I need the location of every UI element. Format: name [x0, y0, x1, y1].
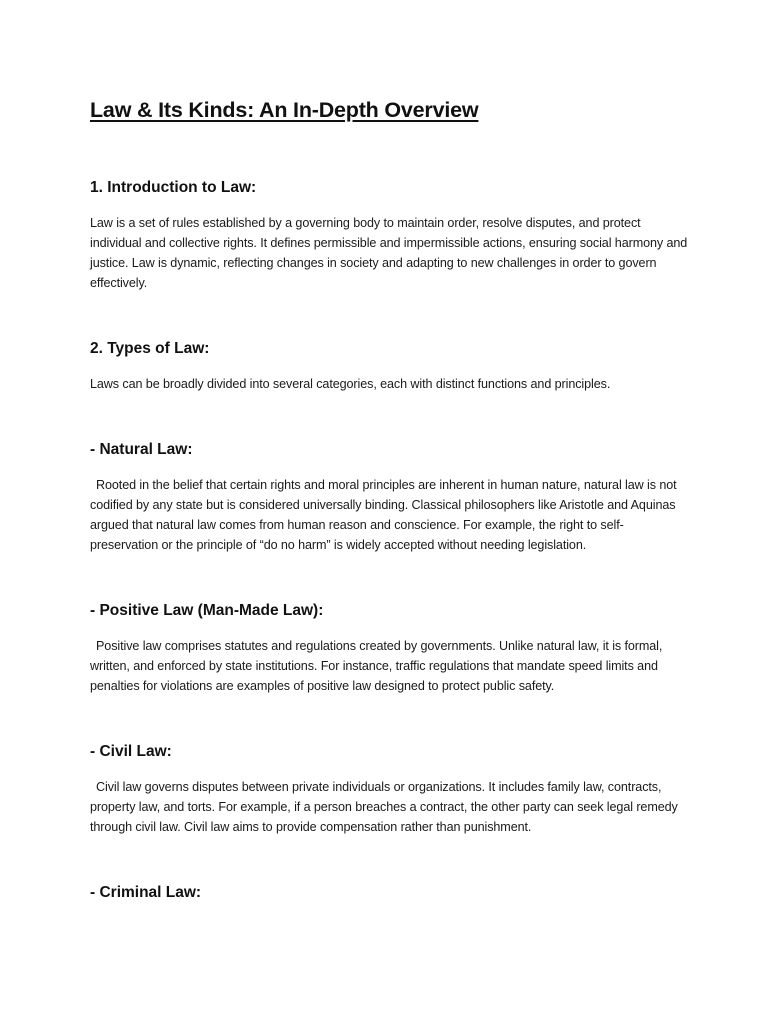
section-body-civil-law: Civil law governs disputes between private individuals or organizations. It includes family law, contracts, property law, and torts. For example, if a person breaches a contract, the other party can seek legal remedy through civil law. Civil law aims to provide compensation rather than punishment.	[90, 780, 678, 834]
document-content	[90, 96, 690, 904]
section-heading-criminal-law: - Criminal Law:	[90, 884, 202, 901]
section-body-natural-law: Rooted in the belief that certain rights and moral principles are inherent in human nature, natural law is not codified by any state but is considered universally binding. Classical philosophers like Aristotle and Aquinas argued that natural law comes from human reason and conscience. For example, the right to self-preservation or the principle of “do no harm” is widely accepted without needing legislation.	[90, 478, 677, 552]
section-heading-civil-law: - Civil Law:	[90, 743, 172, 760]
section-heading-types: 2. Types of Law:	[90, 340, 210, 357]
section-body-positive-law: Positive law comprises statutes and regulations created by governments. Unlike natural law, it is formal, written, and enforced by state institutions. For instance, traffic regulations that mandate speed limits and penalties for violations are examples of positive law designed to protect public safety.	[90, 639, 663, 693]
section-heading-positive-law: - Positive Law (Man-Made Law):	[90, 602, 324, 619]
section-body-types: Laws can be broadly divided into several categories, each with distinct functions and principles.	[90, 377, 611, 391]
section-heading-introduction: 1. Introduction to Law:	[90, 179, 257, 196]
section-body-introduction: Law is a set of rules established by a governing body to maintain order, resolve disputes, and protect individual and collective rights. It defines permissible and impermissible actions, ensuring social harmony and justice. Law is dynamic, reflecting changes in society and adapting to new challenges in order to govern effectively.	[90, 216, 688, 290]
document-title: Law & Its Kinds: An In-Depth Overview	[90, 98, 479, 122]
section-heading-natural-law: - Natural Law:	[90, 441, 193, 458]
